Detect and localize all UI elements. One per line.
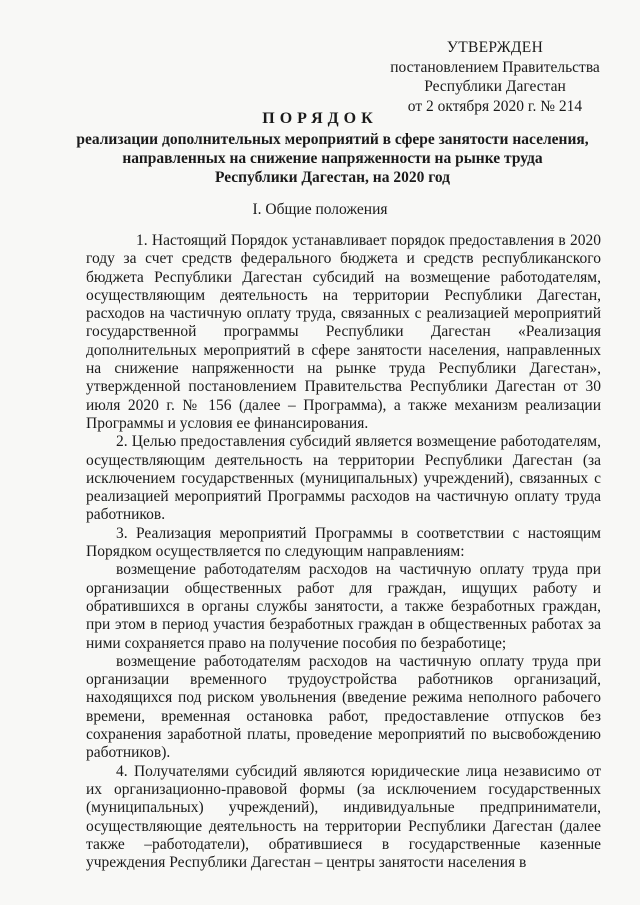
approval-line-2: постановлением Правительства xyxy=(390,58,600,76)
approval-stamp xyxy=(380,38,610,116)
subtitle-line-3: Республики Дагестан, на 2020 год xyxy=(214,169,451,186)
approval-line-4: от 2 октября 2020 г. № 214 xyxy=(407,97,583,115)
paragraph-2: 2. Целью предоставления субсидий является возмещение работодателям, осуществляющим деятельность на территории Республики Дагестан (за исключением государственных (муниципальных) учреждений), связанных с реализацией мероприятий Программы расходов на частичную оплату труда работников. xyxy=(86,433,601,524)
approval-line-3: Республики Дагестан xyxy=(424,78,566,95)
document-body xyxy=(86,232,601,872)
paragraph-1: 1. Настоящий Порядок устанавливает порядок предоставления в 2020 году за счет средств федерального бюджета и средств республиканского бюджета Республики Дагестан субсидий на возмещение работодателям, осуществляющим деятельность на территории Республики Дагестан, расходов на частичную оплату труда, связанных с реализацией мероприятий государственной программы Республики Дагестан «Реализация дополнительных мероприятий в сфере занятости населения, направленных на снижение напряженности на рынке труда Республики Дагестан», утвержденной постановлением Правительства Республики Дагестан от 30 июля 2020 г. № 156 (далее – Программа), а также механизм реализации Программы и условия ее финансирования. xyxy=(86,232,601,432)
paragraph-4: 4. Получателями субсидий являются юридические лица независимо от их организационно-правовой формы (за исключением государственных (муниципальных) учреждений), индивидуальные предприниматели, осуществляющие деятельность на территории Республики Дагестан (далее также –работодатели), обратившиеся в государственные казенные учреждения Республики Дагестан – центры занятости населения в xyxy=(86,762,601,872)
paragraph-3: 3. Реализация мероприятий Программы в соответствии с настоящим Порядком осуществляется по следующим направлениям: xyxy=(86,524,601,561)
document-subtitle xyxy=(70,130,595,187)
document-title: ПОРЯДОК xyxy=(262,110,378,127)
subtitle-line-1: реализации дополнительных мероприятий в сфере занятости населения, xyxy=(76,131,589,148)
paragraph-3-item-1: возмещение работодателям расходов на частичную оплату труда при организации общественных работ для граждан, ищущих работу и обратившихся в органы службы занятости, а также безработных граждан, при этом в период участия безработных граждан в общественных работах за ними сохраняется право на получение пособия по безработице; xyxy=(86,561,601,652)
subtitle-line-2: направленных на снижение напряженности на рынке труда xyxy=(122,150,543,167)
section-heading: I. Общие положения xyxy=(252,201,388,218)
paragraph-3-item-2: возмещение работодателям расходов на частичную оплату труда при организации временного трудоустройства работников организаций, находящихся под риском увольнения (введение режима неполного рабочего времени, временная остановка работ, предоставление отпусков без сохранения заработной платы, проведение мероприятий по высвобождению работников). xyxy=(86,652,601,762)
approval-line-1: УТВЕРЖДЕН xyxy=(446,39,544,56)
